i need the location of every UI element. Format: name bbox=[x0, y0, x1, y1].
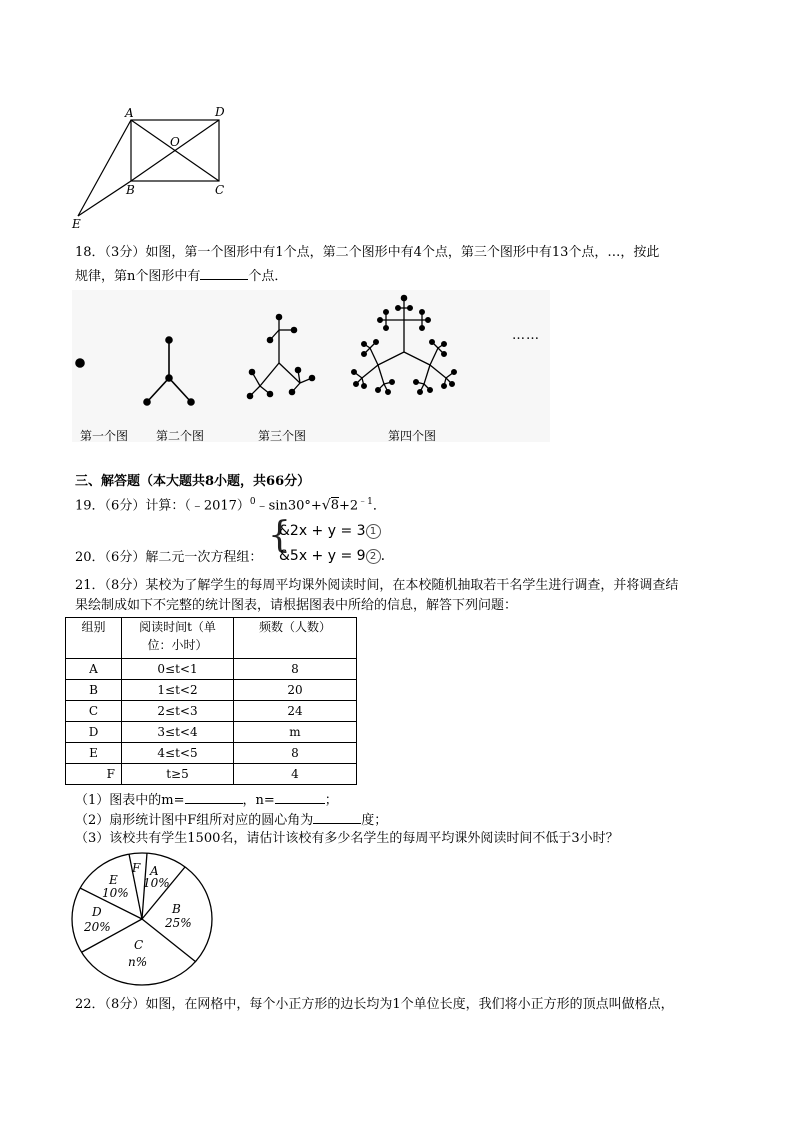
q21-line1: 21．（8分）某校为了解学生的每周平均课外阅读时间，在本校随机抽取若干名学生进行调查，并将调查结 bbox=[75, 578, 679, 593]
table-row bbox=[66, 680, 357, 701]
header-group: 组别 bbox=[66, 618, 122, 659]
table-row bbox=[66, 659, 357, 680]
frequency-table bbox=[65, 617, 357, 785]
label-b: B bbox=[126, 183, 135, 197]
q19-mid: ﹣sin30°+ bbox=[255, 498, 322, 514]
q18-line2-text: 规律，第n个图形中有 bbox=[75, 269, 201, 284]
q20-text: 20．（6分）解二元一次方程组： bbox=[75, 550, 263, 565]
table-row bbox=[66, 764, 357, 785]
pie-pct-d: 20% bbox=[84, 920, 111, 934]
header-frequency: 频数（人数） bbox=[234, 618, 357, 659]
cell-group: C bbox=[66, 701, 122, 722]
fig-label-1: 第一个图 bbox=[80, 429, 129, 443]
cell-time: t≥5 bbox=[122, 764, 234, 785]
cell-group: F bbox=[66, 764, 122, 785]
q18-answer-blank[interactable] bbox=[200, 265, 248, 280]
header-time-line2: 位：小时） bbox=[147, 638, 208, 652]
q18-line1: 18．（3分）如图，第一个图形中有1个点，第二个图形中有4个点，第三个图形中有13个点，…，按此 bbox=[75, 245, 660, 260]
pie-pct-c: n% bbox=[128, 955, 148, 969]
cell-frequency: 24 bbox=[234, 701, 357, 722]
pie-pct-b: 25% bbox=[165, 916, 192, 930]
fig1-dot bbox=[76, 359, 84, 367]
pie-chart bbox=[68, 850, 218, 990]
cell-group: B bbox=[66, 680, 122, 701]
pattern-ellipsis: …… bbox=[512, 328, 540, 343]
cell-time: 3≤t<4 bbox=[122, 722, 234, 743]
circled-1: 1 bbox=[366, 524, 381, 539]
fig-label-2: 第二个图 bbox=[156, 429, 205, 443]
q19-plus: +2 bbox=[338, 498, 359, 514]
fig-label-3: 第三个图 bbox=[258, 429, 307, 443]
q18-line2-end: 个点． bbox=[248, 269, 288, 284]
fig-label-4: 第四个图 bbox=[388, 429, 437, 443]
pie-pct-e: 10% bbox=[102, 886, 129, 900]
m-answer-blank[interactable] bbox=[185, 789, 243, 804]
q19-sqrt-arg: 8 bbox=[330, 498, 339, 514]
angle-answer-blank[interactable] bbox=[313, 809, 361, 824]
q18-pattern-figure bbox=[72, 290, 550, 442]
label-c: C bbox=[215, 183, 225, 197]
system-brace: { bbox=[268, 515, 291, 556]
label-o: O bbox=[170, 135, 180, 149]
cell-frequency: 4 bbox=[234, 764, 357, 785]
pie-label-b: B bbox=[172, 902, 181, 916]
segment-ae bbox=[78, 120, 131, 216]
label-e: E bbox=[72, 217, 81, 231]
q20-eq2-text: &5x + y = 9 bbox=[279, 548, 366, 564]
q21-sub1 bbox=[75, 789, 338, 810]
header-time bbox=[122, 618, 234, 659]
q21-line2: 果绘制成如下不完整的统计图表，请根据图表中所给的信息，解答下列问题： bbox=[75, 598, 518, 613]
circled-2: 2 bbox=[366, 549, 381, 564]
label-a: A bbox=[125, 106, 134, 120]
q20-end: . bbox=[380, 548, 386, 564]
section3-heading: 三、解答题（本大题共8小题，共66分） bbox=[75, 474, 311, 489]
cell-time: 4≤t<5 bbox=[122, 743, 234, 764]
q21-sub2 bbox=[75, 809, 387, 830]
cell-time: 0≤t<1 bbox=[122, 659, 234, 680]
pie-label-e: E bbox=[109, 873, 118, 887]
q21-sub2-end: 度； bbox=[361, 813, 388, 828]
label-d: D bbox=[215, 105, 225, 119]
q19-end: ． bbox=[372, 498, 386, 514]
q19-exp0: 0 bbox=[249, 497, 256, 507]
segment-be bbox=[78, 181, 131, 216]
q21-sub3: （3）该校共有学生1500名，请估计该校有多少名学生的每周平均课外阅读时间不低于3小时？ bbox=[75, 831, 619, 846]
pie-label-d: D bbox=[92, 905, 102, 919]
q18-line2 bbox=[75, 265, 287, 286]
q21-sub2-pre: （2）扇形统计图中F组所对应的圆心角为 bbox=[75, 813, 314, 828]
q22-line1: 22．（8分）如图，在网格中，每个小正方形的边长均为1个单位长度，我们将小正方形的顶点叫做格点， bbox=[75, 997, 674, 1012]
table-row bbox=[66, 743, 357, 764]
pattern-drawings bbox=[72, 290, 550, 420]
q21-sub1-end: ； bbox=[324, 793, 338, 808]
pie-label-f: F bbox=[132, 861, 141, 875]
table-row bbox=[66, 722, 357, 743]
rectangle-figure bbox=[68, 100, 238, 235]
n-answer-blank[interactable] bbox=[275, 789, 325, 804]
table-row bbox=[66, 701, 357, 722]
q19-text bbox=[75, 493, 386, 515]
header-time-line1: 阅读时间t（单 bbox=[139, 620, 216, 634]
cell-frequency: 8 bbox=[234, 743, 357, 764]
cell-frequency: m bbox=[234, 722, 357, 743]
q21-sub1-mid: ，n= bbox=[242, 793, 275, 808]
pie-pct-a: 10% bbox=[143, 876, 170, 890]
cell-frequency: 8 bbox=[234, 659, 357, 680]
q21-sub1-pre: （1）图表中的m= bbox=[75, 793, 185, 808]
cell-group: D bbox=[66, 722, 122, 743]
q20-eq1 bbox=[279, 520, 381, 542]
cell-group: A bbox=[66, 659, 122, 680]
q20-eq1-text: &2x + y = 3 bbox=[279, 523, 366, 539]
pie-label-a: A bbox=[150, 864, 159, 878]
cell-group: E bbox=[66, 743, 122, 764]
sqrt-symbol: √ bbox=[321, 497, 331, 514]
q19-pre: 19．（6分）计算：（﹣2017） bbox=[75, 498, 250, 514]
cell-time: 2≤t<3 bbox=[122, 701, 234, 722]
table-header-row bbox=[66, 618, 357, 659]
cell-time: 1≤t<2 bbox=[122, 680, 234, 701]
q20-eq2 bbox=[279, 545, 385, 567]
cell-frequency: 20 bbox=[234, 680, 357, 701]
q19-exp-neg1: ﹣1 bbox=[358, 497, 373, 507]
pie-label-c: C bbox=[134, 938, 144, 952]
